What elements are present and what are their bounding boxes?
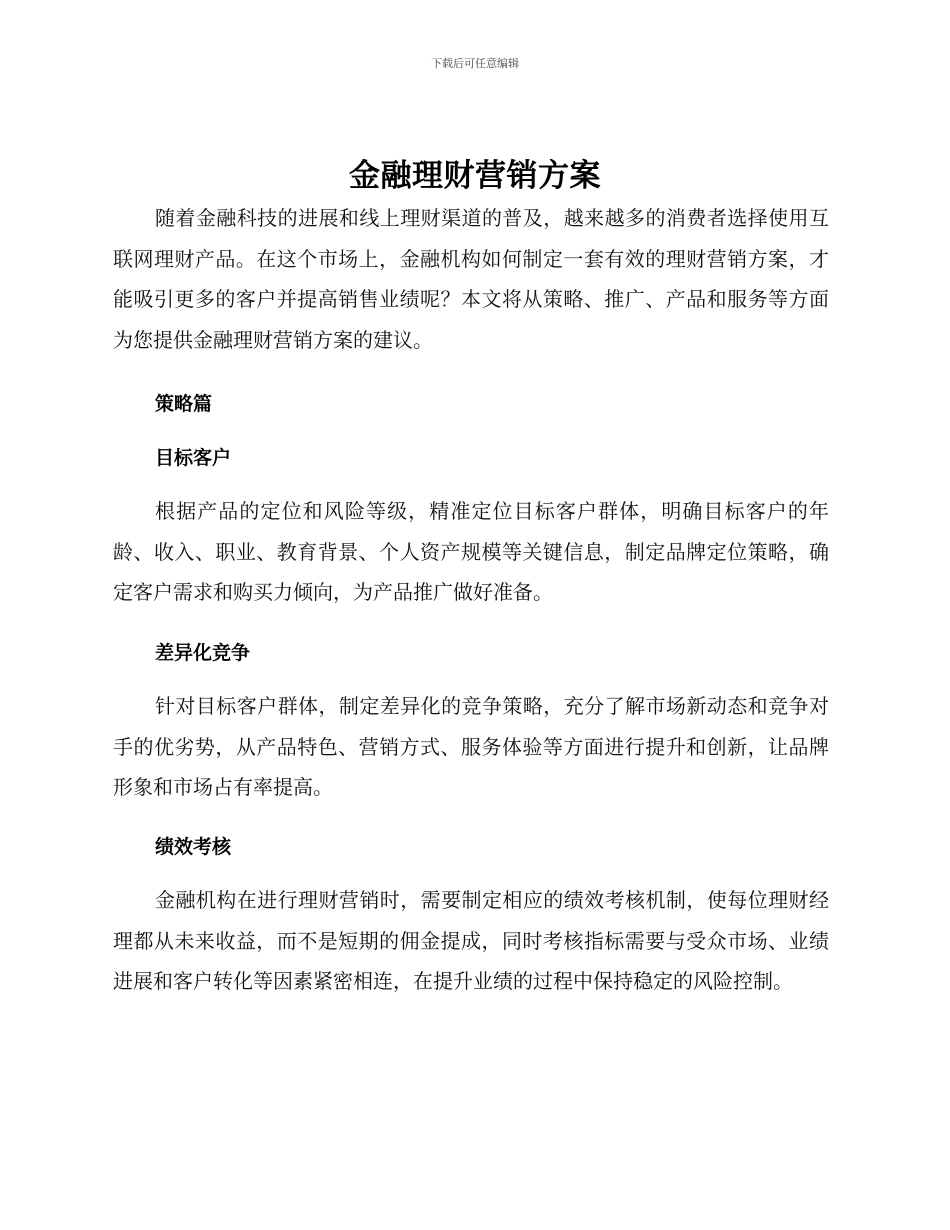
section-paragraph-performance: 金融机构在进行理财营销时，需要制定相应的绩效考核机制，使每位理财经理都从未来收益，而不是短期的佣金提成，同时考核指标需要与受众市场、业绩进展和客户转化等因素紧密相连，在提升业绩的过程中保持稳定的风险控制。 — [113, 888, 829, 993]
section-paragraph-target-customers: 根据产品的定位和风险等级，精准定位目标客户群体，明确目标客户的年龄、收入、职业、教育背景、个人资产规模等关键信息，制定品牌定位策略，确定客户需求和购买力倾向，为产品推广做好准备。 — [113, 499, 829, 604]
part-heading-strategy: 策略篇 — [155, 393, 213, 415]
document-title: 金融理财营销方案 — [349, 158, 601, 194]
section-paragraph-differentiation: 针对目标客户群体，制定差异化的竞争策略，充分了解市场新动态和竞争对手的优劣势，从产品特色、营销方式、服务体验等方面进行提升和创新，让品牌形象和市场占有率提高。 — [113, 694, 829, 799]
header-note: 下载后可任意编辑 — [431, 57, 519, 70]
section-heading-performance: 绩效考核 — [155, 836, 232, 858]
section-heading-differentiation: 差异化竞争 — [155, 642, 251, 664]
intro-paragraph: 随着金融科技的进展和线上理财渠道的普及，越来越多的消费者选择使用互联网理财产品。在这个市场上，金融机构如何制定一套有效的理财营销方案，才能吸引更多的客户并提高销售业绩呢？本文将从策略、推广、产品和服务等方面为您提供金融理财营销方案的建议。 — [113, 206, 829, 352]
section-heading-target-customers: 目标客户 — [155, 447, 232, 469]
